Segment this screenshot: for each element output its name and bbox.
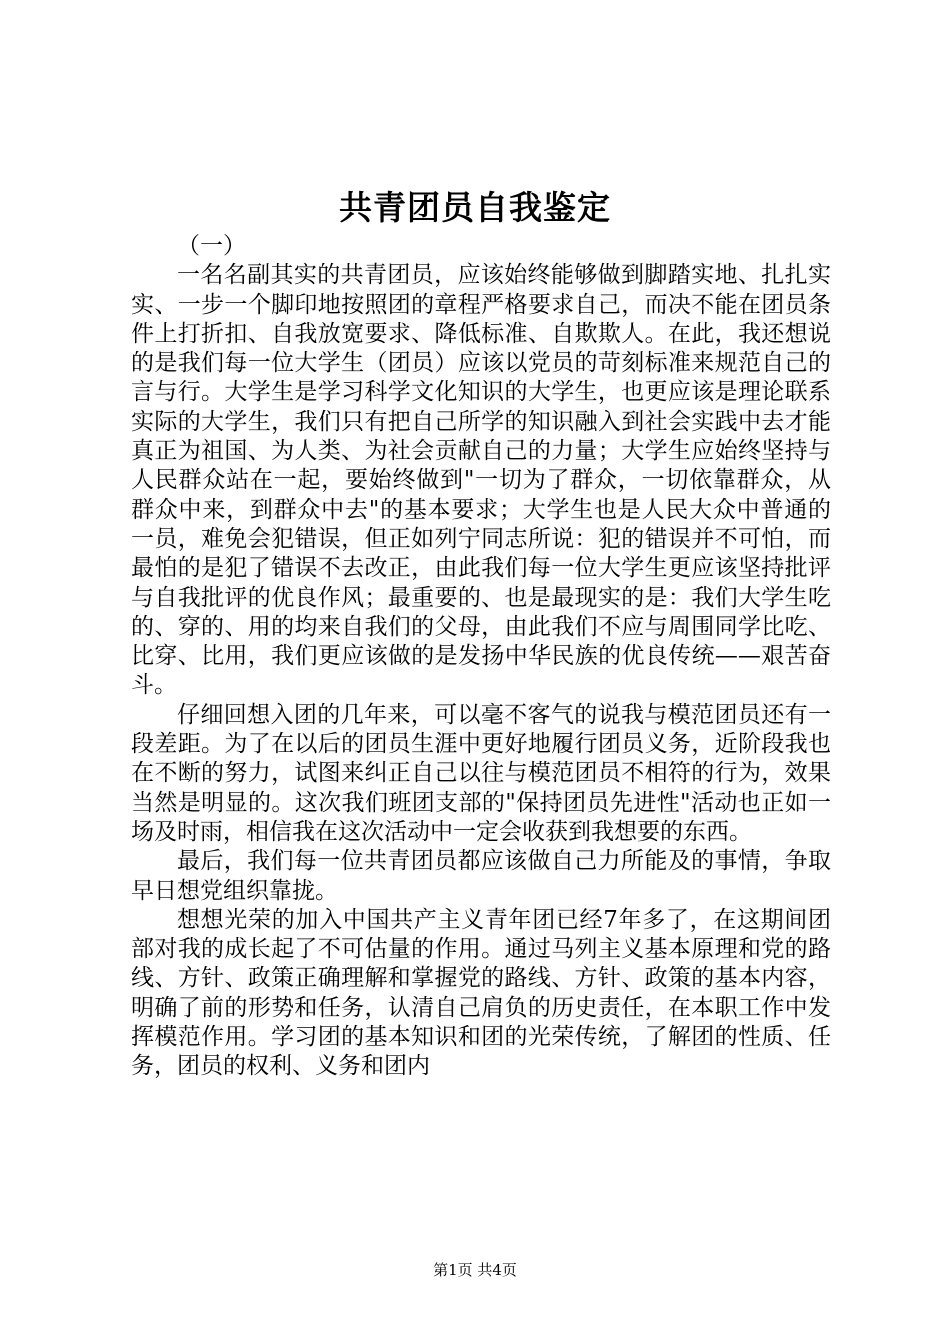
paragraph: 一名名副其实的共青团员，应该始终能够做到脚踏实地、扎扎实实、一步一个脚印地按照团的章程严格要求自己，而决不能在团员条件上打折扣、自我放宽要求、降低标准、自欺欺人。在此，我还想说的是我们每一位大学生（团员）应该以党员的苛刻标准来规范自己的言与行。大学生是学习科学文化知识的大学生，也更应该是理论联系实际的大学生，我们只有把自己所学的知识融入到社会实践中去才能真正为祖国、为人类、为社会贡献自己的力量；大学生应始终坚持与人民群众站在一起，要始终做到"一切为了群众，一切依靠群众，从群众中来，到群众中去"的基本要求；大学生也是人民大众中普通的一员，难免会犯错误，但正如列宁同志所说：犯的错误并不可怕，而最怕的是犯了错误不去改正，由此我们每一位大学生更应该坚持批评与自我批评的优良作风；最重要的、也是最现实的是：我们大学生吃的、穿的、用的均来自我们的父母，由此我们不应与周围同学比吃、比穿、比用，我们更应该做的是发扬中华民族的优良传统——艰苦奋斗。 (131, 262, 831, 699)
paragraph: 最后，我们每一位共青团员都应该做自己力所能及的事情，争取早日想党组织靠拢。 (131, 848, 831, 904)
page-footer: 第1页 共4页 (433, 1261, 517, 1279)
paragraph: 仔细回想入团的几年来，可以毫不客气的说我与模范团员还有一段差距。为了在以后的团员生涯中更好地履行团员义务，近阶段我也在不断的努力，试图来纠正自己以往与模范团员不相符的行为，效果当然是明显的。这次我们班团支部的"保持团员先进性"活动也正如一场及时雨，相信我在这次活动中一定会收获到我想要的东西。 (131, 701, 831, 845)
document-title: 共青团员自我鉴定 (339, 188, 611, 227)
section-marker: （一） (177, 233, 246, 259)
paragraph: 想想光荣的加入中国共产主义青年团已经7年多了，在这期间团部对我的成长起了不可估量的作用。通过马列主义基本原理和党的路线、方针、政策正确理解和掌握党的路线、方针、政策的基本内容，明确了前的形势和任务，认清自己肩负的历史责任，在本职工作中发挥模范作用。学习团的基本知识和团的光荣传统，了解团的性质、任务，团员的权利、义务和团内 (131, 906, 831, 1080)
document-body (131, 232, 831, 1082)
